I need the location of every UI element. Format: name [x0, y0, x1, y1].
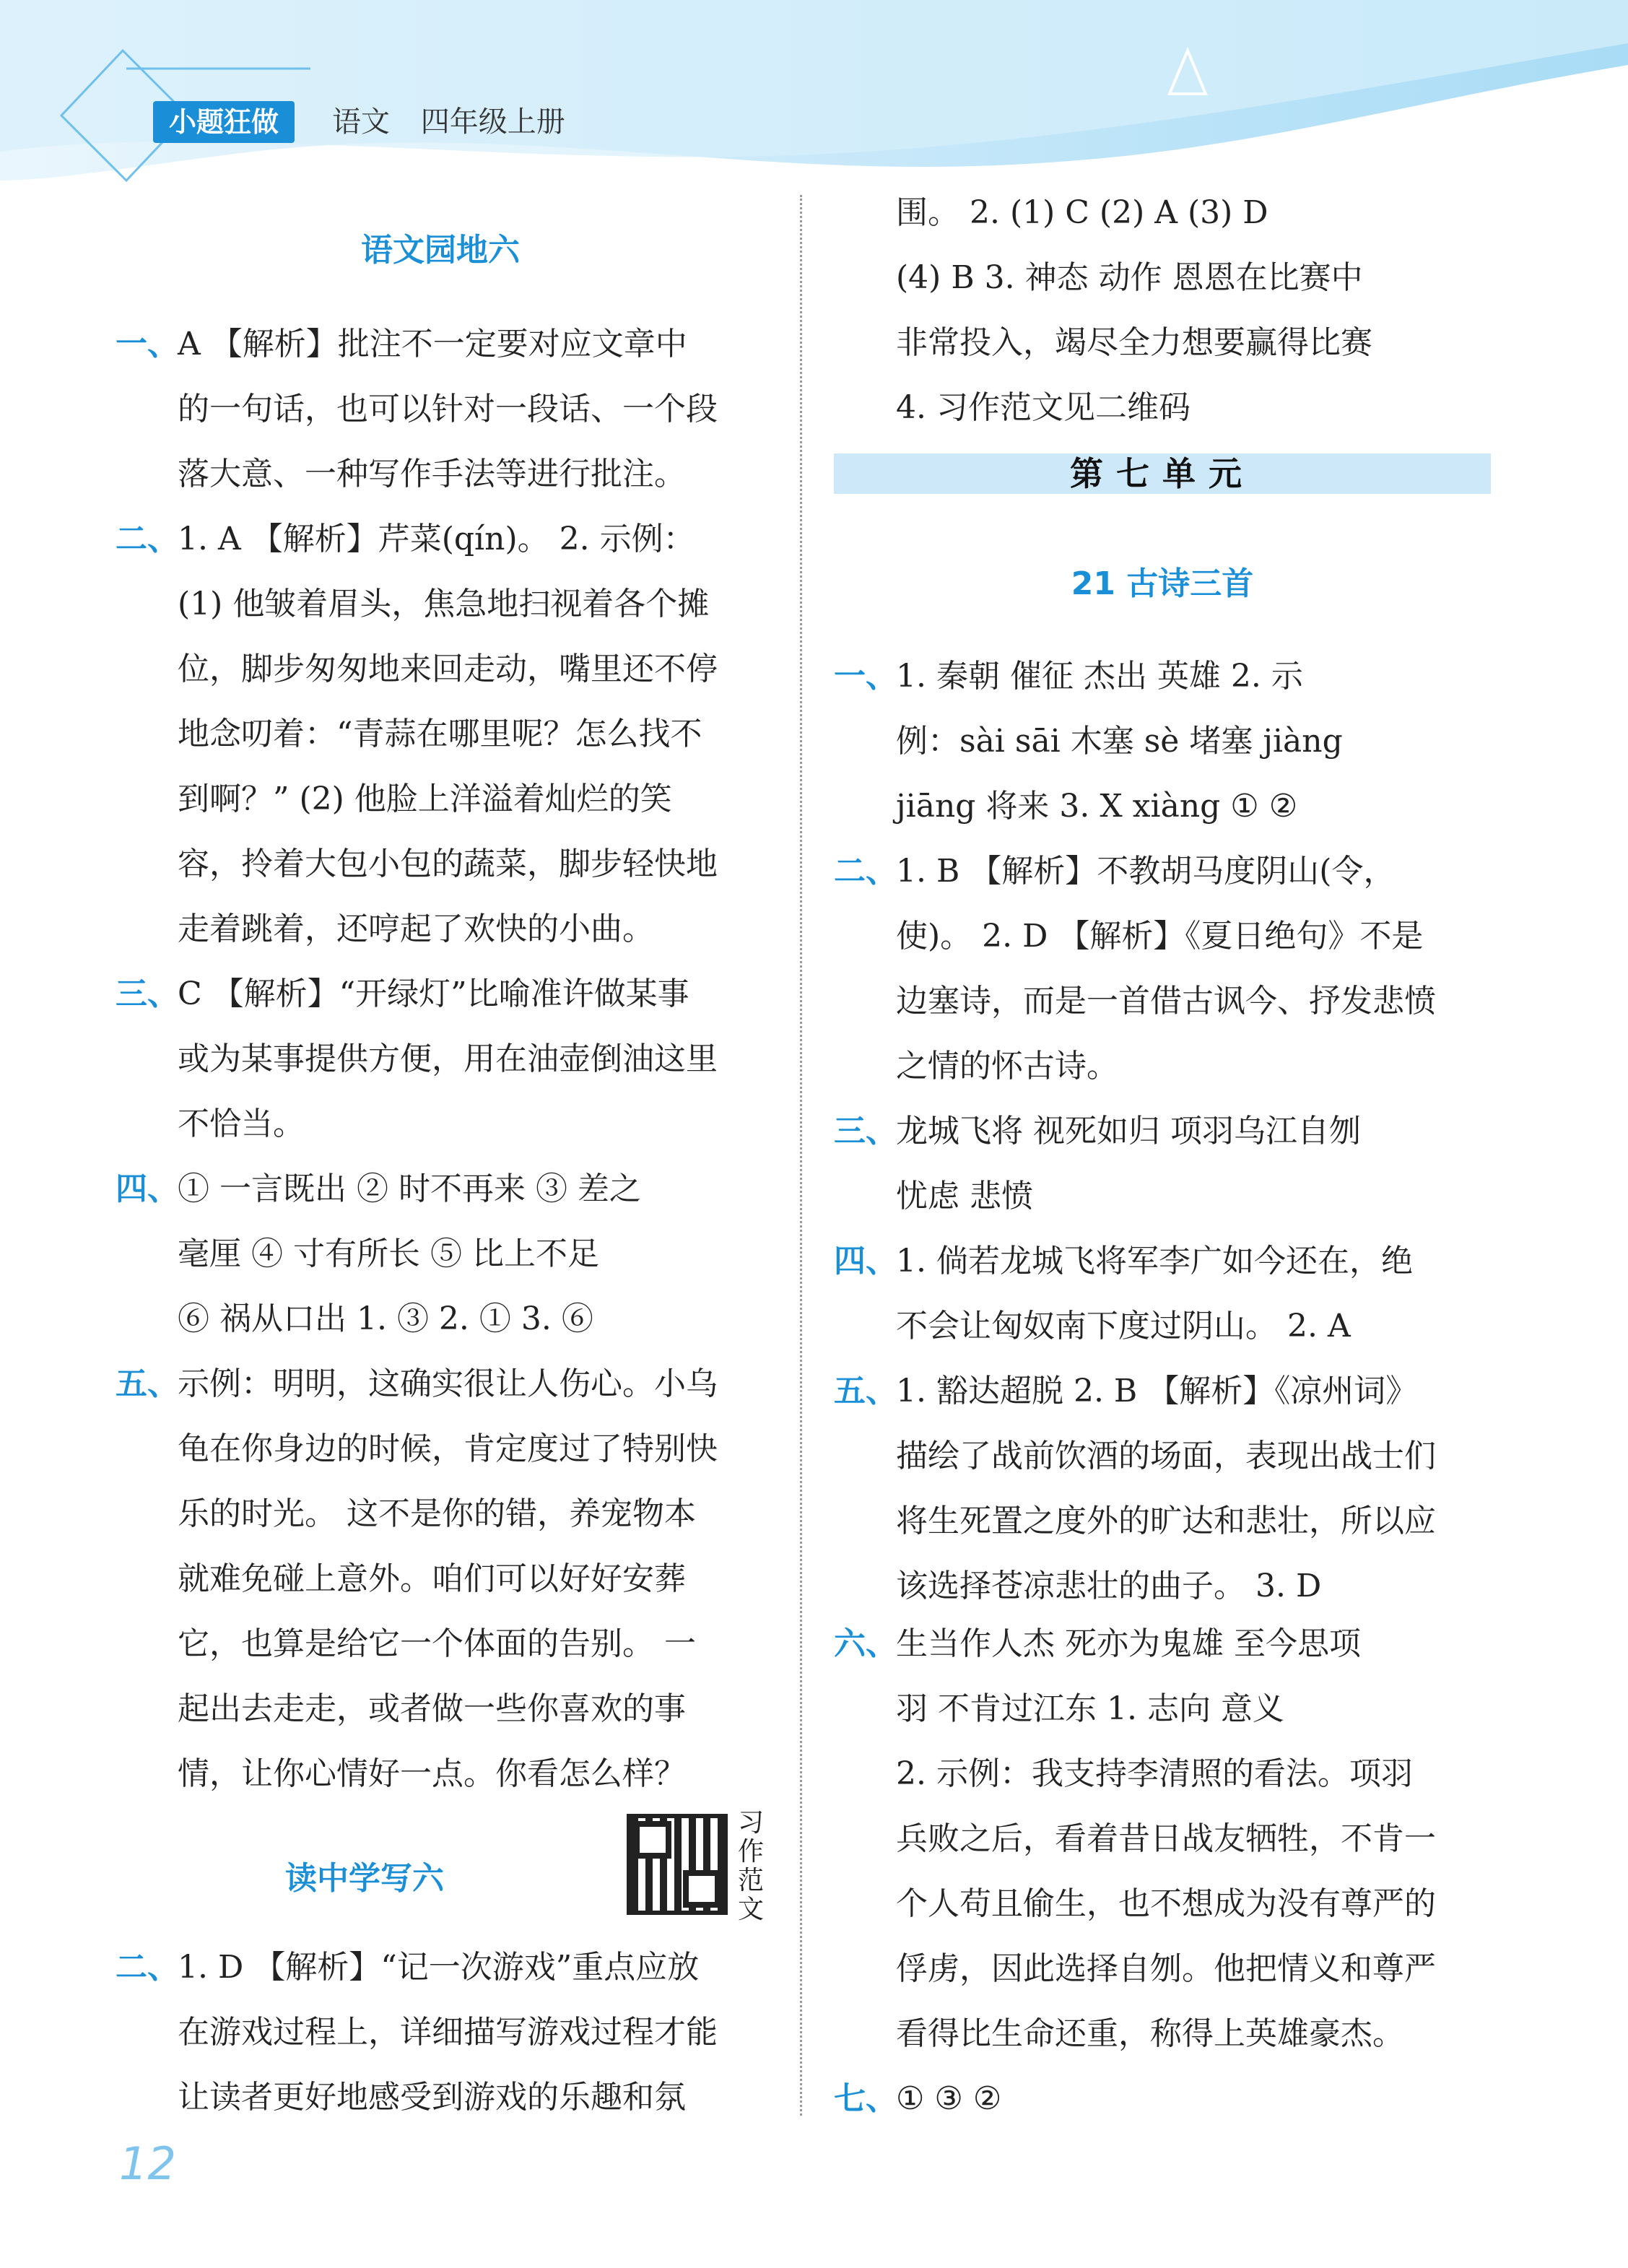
- section-title-duzhongxuexie: 读中学写六: [285, 1860, 444, 1897]
- answer-line: 到啊？” (2) 他脸上洋溢着灿烂的笑: [178, 781, 672, 817]
- item-marker: 七、: [834, 2080, 897, 2117]
- subject-label: 语文: [332, 105, 390, 139]
- item-body: [178, 962, 769, 1157]
- answer-line: 毫厘 ④ 寸有所长 ⑤ 比上不足: [178, 1235, 599, 1272]
- item-body: [896, 839, 1494, 1099]
- answer-line: 的一句话，也可以针对一段话、一个段: [178, 391, 718, 427]
- item-marker: 五、: [834, 1373, 897, 1409]
- item-marker: 一、: [834, 658, 897, 695]
- answer-item: [116, 1352, 769, 1807]
- item-marker: 三、: [116, 976, 179, 1012]
- item-marker: 二、: [116, 1949, 179, 1986]
- grade-label: 四年级上册: [420, 105, 565, 139]
- answer-item: [834, 2067, 1494, 2132]
- answer-line: 落大意、一种写作手法等进行批注。: [178, 456, 686, 492]
- item-body: [896, 181, 1494, 440]
- item-body: [896, 644, 1494, 839]
- answer-line: 让读者更好地感受到游戏的乐趣和氛: [178, 2079, 686, 2116]
- answer-line: 位，脚步匆匆地来回走动，嘴里还不停: [178, 651, 718, 687]
- answer-line: 将生死置之度外的旷达和悲壮，所以应: [896, 1503, 1436, 1539]
- answer-item: [834, 839, 1494, 1099]
- answer-line: 边塞诗，而是一首借古讽今、抒发悲愤: [896, 983, 1436, 1020]
- answer-line: 个人苟且偷生，也不想成为没有尊严的: [896, 1885, 1436, 1922]
- answer-item: [116, 1157, 769, 1352]
- qr-code-icon: [627, 1814, 728, 1915]
- answer-line: 1. 倘若龙城飞将军李广如今还在，绝: [896, 1243, 1413, 1279]
- answer-line: 1. D 【解析】“记一次游戏”重点应放: [178, 1949, 700, 1986]
- item-body: [178, 507, 769, 962]
- answer-line: 龙城飞将 视死如归 项羽乌江自刎: [896, 1113, 1361, 1150]
- item-marker: 三、: [834, 1113, 897, 1150]
- answer-item: [834, 1612, 1494, 2067]
- answer-line: 不恰当。: [178, 1105, 305, 1142]
- answer-line: 该选择苍凉悲壮的曲子。 3. D: [896, 1568, 1322, 1604]
- item-marker: 四、: [116, 1170, 179, 1207]
- item-body: [896, 1099, 1494, 1229]
- answer-line: A 【解析】批注不一定要对应文章中: [178, 326, 687, 362]
- item-marker: 六、: [834, 1625, 897, 1662]
- answer-line: C 【解析】“开绿灯”比喻准许做某事: [178, 976, 689, 1012]
- answer-line: 1. A 【解析】芹菜(qín)。 2. 示例：: [178, 521, 695, 557]
- answer-line: 羽 不肯过江东 1. 志向 意义: [896, 1690, 1284, 1727]
- item-body: [178, 1935, 769, 2130]
- answer-line: 1. B 【解析】不教胡马度阴山(令，: [896, 853, 1396, 890]
- answer-line: 使)。 2. D 【解析】《夏日绝句》不是: [896, 918, 1424, 955]
- header-subject: [332, 101, 587, 143]
- answer-line: jiāng 将来 3. X xiàng ① ②: [896, 788, 1298, 825]
- answer-line: 走着跳着，还哼起了欢快的小曲。: [178, 911, 654, 947]
- answer-line: 生当作人杰 死亦为鬼雄 至今思项: [896, 1625, 1361, 1662]
- series-badge: 小题狂做: [153, 101, 295, 143]
- unit-title-bar: 第七单元: [834, 453, 1491, 494]
- answer-line: 2. 示例：我支持李清照的看法。项羽: [896, 1755, 1413, 1792]
- answer-line: 示例：明明，这确实很让人伤心。小乌: [178, 1365, 718, 1402]
- answer-line: 4. 习作范文见二维码: [896, 389, 1190, 426]
- item-body: [178, 1352, 769, 1807]
- column-divider: [800, 195, 802, 2116]
- answer-line: (4) B 3. 神态 动作 恩恩在比赛中: [896, 259, 1363, 296]
- lesson-title: 21 古诗三首: [1071, 565, 1254, 602]
- answer-line: 例：sài sāi 木塞 sè 堵塞 jiàng: [896, 723, 1343, 760]
- answer-item: [116, 962, 769, 1157]
- answer-continuation: [834, 181, 1494, 440]
- answer-line: 非常投入，竭尽全力想要赢得比赛: [896, 324, 1372, 361]
- answer-line: 忧虑 悲愤: [896, 1178, 1033, 1215]
- item-marker: 二、: [834, 853, 897, 890]
- item-body: [178, 312, 769, 507]
- answer-item: [834, 1099, 1494, 1229]
- item-body: [896, 1612, 1494, 2067]
- answer-line: ① 一言既出 ② 时不再来 ③ 差之: [178, 1170, 641, 1207]
- page-number: 12: [119, 2137, 176, 2190]
- answer-line: 看得比生命还重，称得上英雄豪杰。: [896, 2015, 1404, 2052]
- answer-line: (1) 他皱着眉头，焦急地扫视着各个摊: [178, 586, 710, 622]
- answer-line: ⑥ 祸从口出 1. ③ 2. ① 3. ⑥: [178, 1300, 593, 1337]
- answer-line: 兵败之后，看着昔日战友牺牲，不肯一: [896, 1820, 1436, 1857]
- answer-line: 或为某事提供方便，用在油壶倒油这里: [178, 1040, 718, 1077]
- answer-line: 之情的怀古诗。: [896, 1048, 1118, 1085]
- qr-code-label: 习作范文: [737, 1808, 764, 1924]
- answer-item: [116, 507, 769, 962]
- answer-item: [834, 644, 1494, 839]
- answer-line: 它，也算是给它一个体面的告别。 一: [178, 1625, 696, 1662]
- answer-line: 乐的时光。 这不是你的错，养宠物本: [178, 1495, 696, 1532]
- item-marker: 二、: [116, 521, 179, 557]
- answer-line: 就难免碰上意外。咱们可以好好安葬: [178, 1560, 686, 1597]
- answer-line: 俘虏，因此选择自刎。他把情义和尊严: [896, 1950, 1436, 1987]
- answer-line: 情，让你心情好一点。你看怎么样？: [178, 1755, 686, 1792]
- answer-line: 1. 豁达超脱 2. B 【解析】《凉州词》: [896, 1373, 1418, 1409]
- answer-line: 地念叨着：“青蒜在哪里呢？怎么找不: [178, 716, 702, 752]
- answer-line: 围。 2. (1) C (2) A (3) D: [896, 194, 1268, 231]
- answer-line: 1. 秦朝 催征 杰出 英雄 2. 示: [896, 658, 1303, 695]
- answer-item: [834, 1229, 1494, 1359]
- answer-line: ① ③ ②: [896, 2080, 1002, 2117]
- answer-item: [116, 1935, 769, 2130]
- answer-line: 容，拎着大包小包的蔬菜，脚步轻快地: [178, 846, 718, 882]
- answer-line: 起出去走走，或者做一些你喜欢的事: [178, 1690, 686, 1727]
- answer-line: 龟在你身边的时候，肯定度过了特别快: [178, 1430, 718, 1467]
- item-body: [896, 1359, 1494, 1619]
- item-marker: 一、: [116, 326, 179, 362]
- item-body: [896, 1229, 1494, 1359]
- item-marker: 五、: [116, 1365, 179, 1402]
- answer-item: [116, 312, 769, 507]
- item-marker: 四、: [834, 1243, 897, 1279]
- answer-line: 描绘了战前饮酒的场面，表现出战士们: [896, 1438, 1436, 1474]
- answer-line: 在游戏过程上，详细描写游戏过程才能: [178, 2014, 718, 2051]
- item-body: [896, 2067, 1494, 2132]
- answer-line: 不会让匈奴南下度过阴山。 2. A: [896, 1308, 1351, 1344]
- section-title-yuwenyuandi: 语文园地六: [361, 232, 520, 269]
- answer-item: [834, 1359, 1494, 1619]
- item-body: [178, 1157, 769, 1352]
